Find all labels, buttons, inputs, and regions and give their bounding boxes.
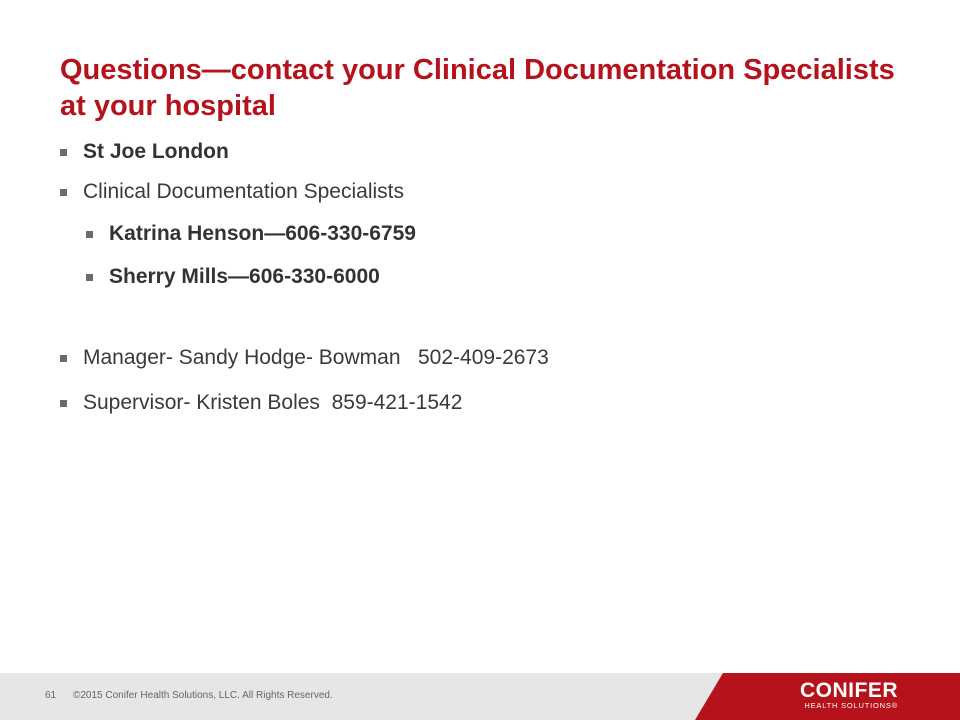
logo-tagline: HEALTH SOLUTIONS® <box>804 701 898 710</box>
square-bullet-icon <box>86 274 93 281</box>
bullet-hospital <box>60 140 229 164</box>
bullet-supervisor <box>60 391 462 415</box>
bullet-text: Katrina Henson—606-330-6759 <box>109 222 416 245</box>
bullet-text: Sherry Mills—606-330-6000 <box>109 265 380 288</box>
conifer-logo <box>800 681 898 711</box>
bullet-specialist-contact <box>86 265 380 289</box>
square-bullet-icon <box>86 231 93 238</box>
square-bullet-icon <box>60 189 67 196</box>
logo-wordmark: CONIFER <box>800 679 898 702</box>
square-bullet-icon <box>60 149 67 156</box>
bullet-specialist-contact <box>86 222 416 246</box>
square-bullet-icon <box>60 400 67 407</box>
copyright-notice: ©2015 Conifer Health Solutions, LLC. All Rights Reserved. <box>73 690 333 701</box>
bullet-text: St Joe London <box>83 140 229 163</box>
square-bullet-icon <box>60 355 67 362</box>
bullet-manager <box>60 346 549 370</box>
bullet-text: Clinical Documentation Specialists <box>83 180 404 203</box>
footer-bar <box>0 673 960 720</box>
slide-title: Questions—contact your Clinical Documentation Specialists at your hospital <box>60 54 895 122</box>
bullet-text: Manager- Sandy Hodge- Bowman 502-409-2673 <box>83 346 549 369</box>
slide-number: 61 <box>45 690 57 701</box>
bullet-cds-heading <box>60 180 404 204</box>
bullet-text: Supervisor- Kristen Boles 859-421-1542 <box>83 391 463 414</box>
